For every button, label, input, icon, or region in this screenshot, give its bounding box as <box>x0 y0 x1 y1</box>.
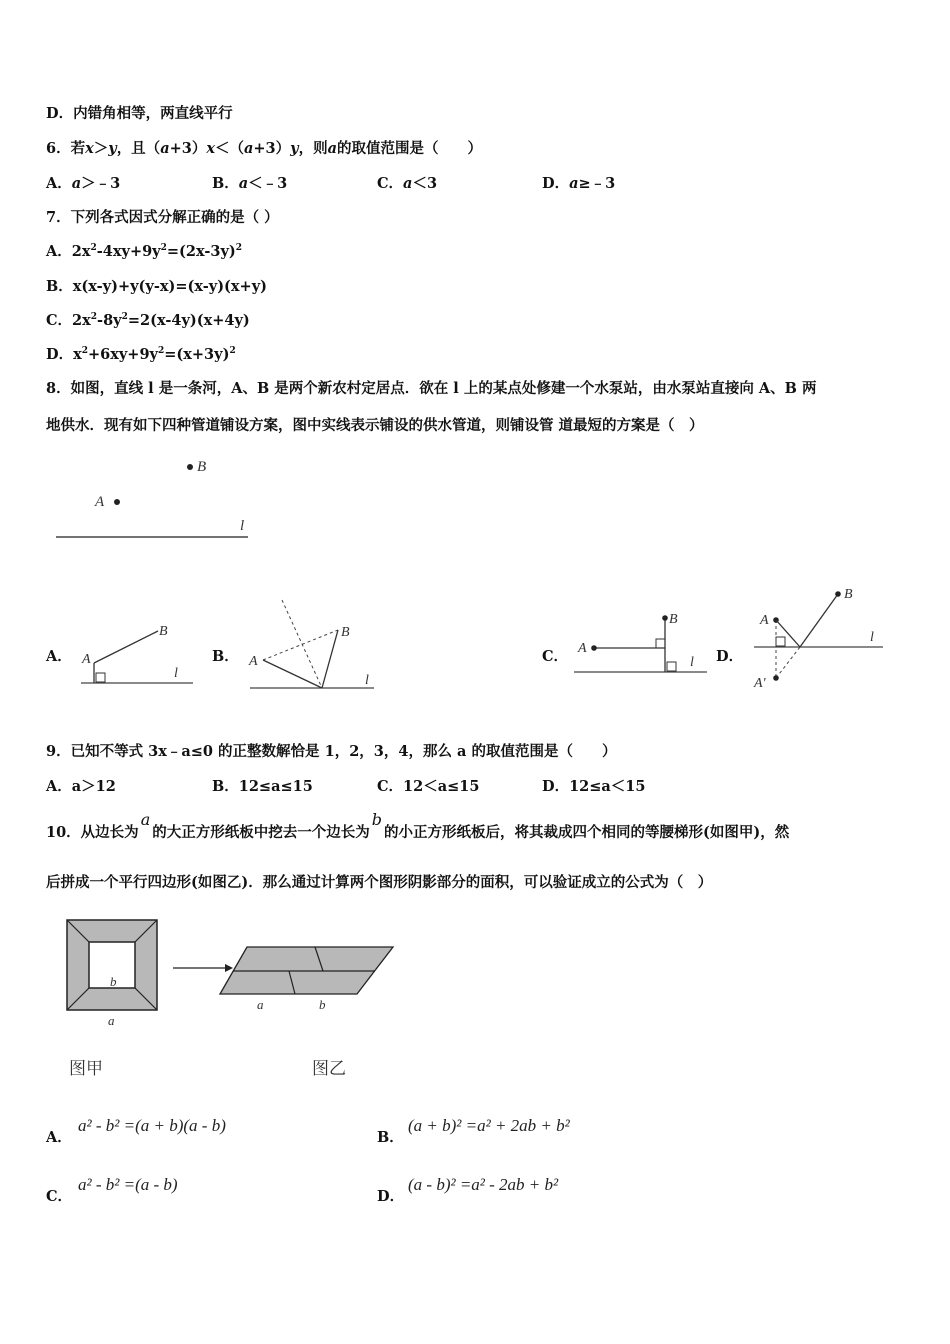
svg-text:A: A <box>249 654 258 669</box>
q7-option-b: B．x(x-y)+y(y-x)=(x-y)(x+y) <box>46 278 267 295</box>
svg-text:l: l <box>365 673 369 688</box>
q6-lt: ＜（ <box>215 140 244 157</box>
q7-option-d: D．$x^2+6xy+9y^2=(x+3y)^2$ <box>46 346 236 363</box>
svg-text:B: B <box>341 625 350 640</box>
q10-option-d-label: D． <box>377 1188 405 1205</box>
q6-option-d: D．a≥﹣3 <box>542 175 616 192</box>
q6-y: y <box>108 140 117 157</box>
q7-option-a: A．$2x^2-4xy+9y^2=(2x-3y)^2$ <box>46 243 243 260</box>
svg-text:l: l <box>870 630 874 645</box>
q6-a2: a <box>244 140 254 157</box>
q10-option-a-label: A． <box>46 1129 72 1146</box>
q7-option-c: C．$2x^2-8y^2=2(x-4y)(x+4y)$ <box>46 312 250 329</box>
q6-mid4: ，则 <box>298 140 328 157</box>
q7-stem: 7．下列各式因式分解正确的是（ ） <box>46 209 279 226</box>
svg-text:B: B <box>669 612 678 627</box>
svg-text:B: B <box>159 624 168 639</box>
q6-option-c: C．a＜3 <box>377 175 438 192</box>
q8-option-b-label: B． <box>212 648 239 665</box>
q10-var-a: a <box>140 810 151 829</box>
svg-text:l: l <box>690 655 694 670</box>
q10-option-a-formula: a² - b² =(a + b)(a - b) <box>78 1116 226 1135</box>
label-b: B <box>197 459 207 475</box>
label-b: b <box>319 997 326 1012</box>
q9-option-a: A．a＞12 <box>46 778 116 795</box>
q10-figure-yi <box>215 940 405 1015</box>
label-l: l <box>240 518 245 534</box>
point-b <box>187 464 193 470</box>
q6-x: x <box>85 140 94 157</box>
q10-option-d-formula: (a - b)² =a² - 2ab + b² <box>408 1175 559 1194</box>
q8-option-a-label: A． <box>46 648 72 665</box>
q8-figure-c <box>572 604 712 679</box>
svg-text:A': A' <box>754 676 766 691</box>
q8-stem-line2: 地供水．现有如下四种管道铺设方案，图中实线表示铺设的供水管道，则铺设管 道最短的方案是（ ） <box>46 417 704 434</box>
q6-y2: y <box>290 140 299 157</box>
q10-var-b: b <box>371 810 382 829</box>
q9-option-b: B．12≤a≤15 <box>212 778 313 795</box>
q6-prefix: 6．若 <box>46 140 86 157</box>
svg-text:A: A <box>760 613 769 628</box>
svg-text:A: A <box>82 652 91 667</box>
q6-option-a: A．a＞﹣3 <box>46 175 121 192</box>
q6-option-b: B．a＜﹣3 <box>212 175 288 192</box>
q8-figure-d <box>748 580 888 695</box>
q10-stem-line1: 10．从边长为a的大正方形纸板中挖去一个边长为b的小正方形纸板后，将其裁成四个相同的等腰梯形(如图甲)，然 <box>46 810 790 841</box>
q6-mid3: +3） <box>253 140 291 157</box>
label-a: a <box>108 1013 115 1028</box>
q6-mid2: +3） <box>169 140 207 157</box>
q6-a3: a <box>327 140 337 157</box>
q6-suffix: 的取值范围是（ ） <box>337 140 482 157</box>
svg-text:B: B <box>844 587 853 602</box>
q8-main-figure <box>50 450 260 550</box>
label-a: A <box>95 494 105 510</box>
q9-option-c: C．12＜a≤15 <box>377 778 480 795</box>
q8-figure-b <box>246 598 381 698</box>
q9-stem: 9．已知不等式 3x﹣a≤0 的正整数解恰是 1，2，3，4，那么 a 的取值范围是（ ） <box>46 743 617 760</box>
svg-text:A: A <box>578 641 587 656</box>
q6-x2: x <box>206 140 215 157</box>
point-a <box>114 499 120 505</box>
q6-gt: ＞ <box>93 140 109 157</box>
q10-option-b-formula: (a + b)² =a² + 2ab + b² <box>408 1116 570 1135</box>
svg-text:l: l <box>174 666 178 681</box>
q6-a1: a <box>160 140 170 157</box>
q6-mid1: ，且（ <box>116 140 161 157</box>
caption-jia: 图甲 <box>69 1059 103 1079</box>
q10-figure-jia <box>60 915 170 1030</box>
q10-option-c-formula: a² - b² =(a - b) <box>78 1175 178 1194</box>
q6-stem <box>46 137 482 158</box>
q10-option-c-label: C． <box>46 1188 73 1205</box>
label-b: b <box>110 974 117 989</box>
q10-option-b-label: B． <box>377 1129 404 1146</box>
q8-stem-line1: 8．如图，直线 l 是一条河，A、B 是两个新农村定居点．欲在 l 上的某点处修建一个水泵站，由水泵站直接向 A、B 两 <box>46 380 817 397</box>
q8-option-c-label: C． <box>542 648 569 665</box>
q8-option-d-label: D． <box>716 648 744 665</box>
q10-stem-line2: 后拼成一个平行四边形(如图乙)．那么通过计算两个图形阴影部分的面积，可以验证成立的公式为（ ） <box>46 874 713 891</box>
q8-figure-a <box>78 620 198 690</box>
caption-yi: 图乙 <box>312 1059 346 1079</box>
q5-option-d: D．内错角相等，两直线平行 <box>46 105 233 122</box>
q9-option-d: D．12≤a＜15 <box>542 778 646 795</box>
label-a: a <box>257 997 264 1012</box>
